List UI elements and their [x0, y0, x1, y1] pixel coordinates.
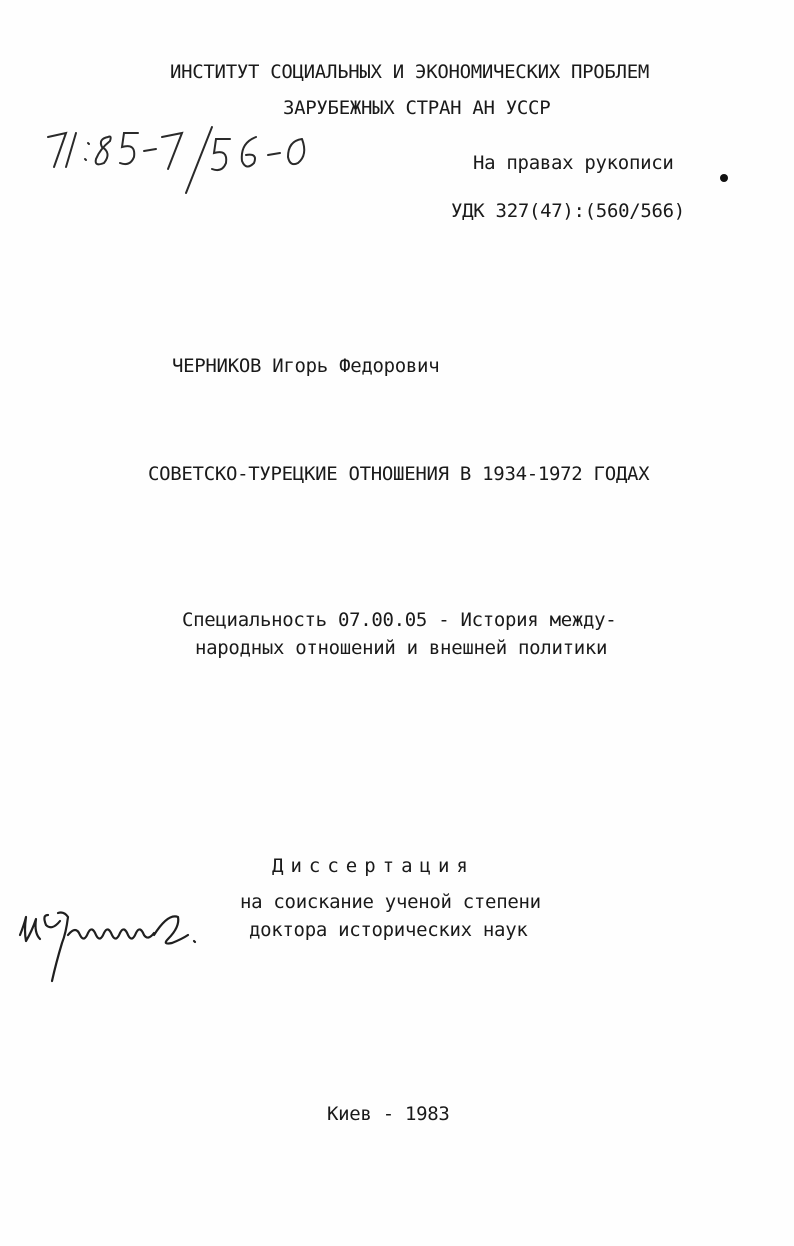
specialty-line-1: Специальность 07.00.05 - История между- [182, 609, 617, 631]
handwritten-signature [14, 890, 214, 980]
institute-line-1: ИНСТИТУТ СОЦИАЛЬНЫХ И ЭКОНОМИЧЕСКИХ ПРОБЛЕМ [170, 61, 649, 83]
shelf-mark-text: 71:85-7/56-0 [40, 110, 156, 129]
dissertation-label: Диссертация [272, 855, 475, 877]
manuscript-rights: На правах рукописи [473, 152, 674, 174]
dissertation-title: СОВЕТСКО-ТУРЕЦКИЕ ОТНОШЕНИЯ В 1934-1972 ГОДАХ [148, 463, 650, 485]
handwritten-shelf-mark [40, 110, 330, 195]
signature-text: И. Черников [14, 890, 120, 909]
author-name: ЧЕРНИКОВ Игорь Федорович [172, 355, 440, 377]
udk-code: УДК 327(47):(560/566) [451, 200, 685, 222]
degree-line-2: доктора исторических наук [249, 919, 528, 941]
degree-line-1: на соискание ученой степени [240, 891, 541, 913]
specialty-line-2: народных отношений и внешней политики [195, 637, 608, 659]
place-and-year: Киев - 1983 [327, 1103, 450, 1125]
ink-dot [720, 174, 728, 182]
institute-line-2: ЗАРУБЕЖНЫХ СТРАН АН УССР [283, 97, 551, 119]
